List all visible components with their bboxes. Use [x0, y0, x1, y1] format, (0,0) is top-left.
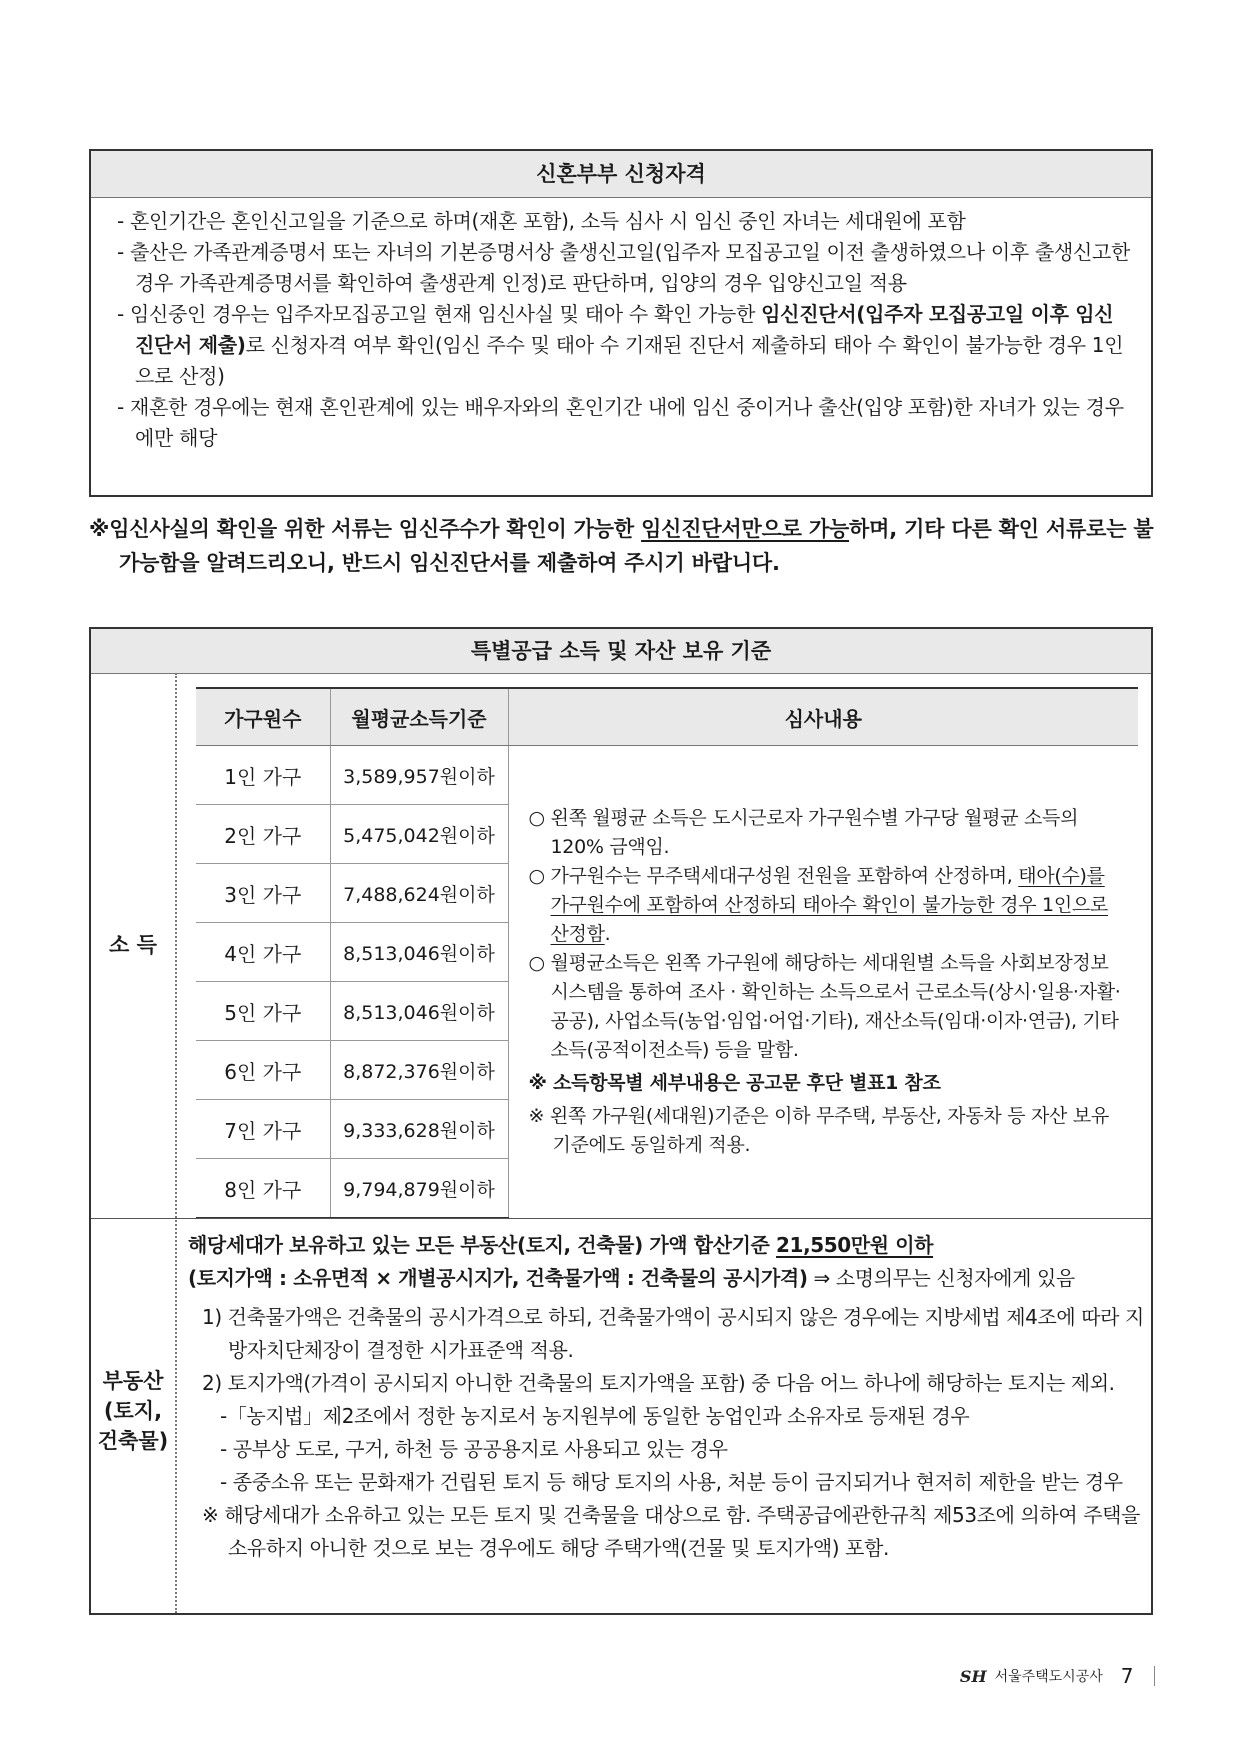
realestate-subitem: - 공부상 도로, 구거, 하천 등 공공용지로 사용되고 있는 경우: [220, 1437, 728, 1461]
list-item: [117, 299, 1131, 392]
col-header-exam: 심사내용: [508, 688, 1138, 746]
notice-text: [89, 512, 1159, 580]
section-divider: [91, 1218, 1151, 1219]
standard-cell: 9,333,628원이하: [330, 1100, 508, 1159]
exam-reference: ※ 소득항목별 세부내용은 공고문 후단 별표1 참조: [528, 1071, 941, 1094]
label-divider: [175, 673, 177, 1613]
realestate-subitem: - 종중소유 또는 문화재가 건립된 토지 등 해당 토지의 사용, 처분 등이 금지되거나 현저히 제한을 받는 경우: [220, 1470, 1123, 1494]
standard-cell: 5,475,042원이하: [330, 805, 508, 864]
household-cell: 2인 가구: [196, 805, 330, 864]
standard-cell: 7,488,624원이하: [330, 864, 508, 923]
standard-cell: 8,872,376원이하: [330, 1041, 508, 1100]
standard-cell: 8,513,046원이하: [330, 982, 508, 1041]
org-name: 서울주택도시공사: [994, 1669, 1103, 1685]
table-header-row: [196, 688, 1138, 746]
headline-text: 해당세대가 보유하고 있는 모든 부동산(토지, 건축물) 가액 합산기준: [188, 1233, 777, 1257]
list-item: - 출산은 가족관계증명서 또는 자녀의 기본증명서상 출생신고일(입주자 모집공고일 이전 출생하였으나 이후 출생신고한 경우 가족관계증명서를 확인하여 출생관계 인정)로 판단하며, 입양의 경우 입양신고일 적용: [117, 240, 1131, 295]
list-item: - 혼인기간은 혼인신고일을 기준으로 하며(재혼 포함), 소득 심사 시 임신 중인 자녀는 세대원에 포함: [117, 209, 966, 233]
standard-cell: 3,589,957원이하: [330, 746, 508, 805]
exam-text: .: [604, 922, 611, 945]
pregnancy-notice: [89, 512, 1159, 580]
exam-point: [529, 862, 1125, 949]
headline-underline: 21,550만원 이하: [776, 1233, 934, 1257]
exam-reference: ※ 왼쪽 가구원(세대원)기준은 이하 무주택, 부동산, 자동차 등 자산 보유기준에도 동일하게 적용.: [528, 1104, 1109, 1156]
realestate-content: [188, 1229, 1148, 1565]
household-cell: 3인 가구: [196, 864, 330, 923]
realestate-item: 2) 토지가액(가격이 공시되지 아니한 건축물의 토지가액을 포함) 중 다음 어느 하나에 해당하는 토지는 제외.: [202, 1371, 1115, 1395]
exam-underline: 태아(수)를 가구원수에 포함하여 산정하되 태아수 확인이 불가능한 경우 1인으로 산정함: [550, 864, 1108, 945]
item-text: 로 신청자격 여부 확인(임신 주수 및 태아 수 기재된 진단서 제출하되 태아 수 확인이 불가능한 경우 1인으로 산정): [135, 333, 1124, 388]
exam-point: ○ 왼쪽 월평균 소득은 도시근로자 가구원수별 가구당 월평균 소득의 120% 금액임.: [528, 806, 1079, 858]
list-item: - 재혼한 경우에는 현재 혼인관계에 있는 배우자와의 혼인기간 내에 임신 중이거나 출산(입양 포함)한 자녀가 있는 경우에만 해당: [117, 395, 1124, 450]
page-number: 7: [1120, 1664, 1134, 1688]
sh-logo: SH: [959, 1666, 987, 1686]
realestate-subitem: -「농지법」제2조에서 정한 농지로서 농지원부에 동일한 농업인과 소유자로 등재된 경우: [220, 1404, 970, 1428]
realestate-reference: ※ 해당세대가 소유하고 있는 모든 토지 및 건축물을 대상으로 함. 주택공급에관한규칙 제53조에 의하여 주택을 소유하지 아니한 것으로 보는 경우에도 해당 주택가액(건물 및 토지가액) 포함.: [202, 1503, 1140, 1560]
income-label: 소 득: [109, 933, 157, 957]
realestate-label: 부동산 (토지, 건축물): [97, 1369, 169, 1453]
col-header-household: 가구원수: [196, 688, 330, 746]
realestate-formula: [188, 1262, 1148, 1295]
realestate-headline: [188, 1229, 1148, 1262]
household-cell: 1인 가구: [196, 746, 330, 805]
special-supply-title: 특별공급 소득 및 자산 보유 기준: [91, 629, 1151, 674]
household-cell: 5인 가구: [196, 982, 330, 1041]
newlywed-list: [91, 198, 1151, 454]
realestate-item: 1) 건축물가액은 건축물의 공시가격으로 하되, 건축물가액이 공시되지 않은 경우에는 지방세법 제4조에 따라 지방자치단체장이 결정한 시가표준액 적용.: [202, 1305, 1144, 1362]
newlywed-qualification-box: [89, 149, 1153, 497]
exam-cell: [508, 746, 1138, 1219]
notice-part: 하며, 기타 다른 확인 서류로는 불가능함을 알려드리오니, 반드시 임신진단서를 제출하여 주시기 바랍니다.: [119, 517, 1154, 575]
household-cell: 6인 가구: [196, 1041, 330, 1100]
notice-underline: 임신진단서만으로 가능: [641, 517, 850, 541]
standard-cell: 8,513,046원이하: [330, 923, 508, 982]
formula-text: ⇒ 소명의무는 신청자에게 있음: [807, 1266, 1075, 1290]
page-footer: [960, 1664, 1155, 1688]
standard-cell: 9,794,879원이하: [330, 1159, 508, 1219]
special-supply-box: [89, 627, 1153, 1615]
table-row: [196, 746, 1138, 805]
income-table: [196, 687, 1138, 1219]
footer-divider: [1154, 1666, 1156, 1686]
col-header-standard: 월평균소득기준: [330, 688, 508, 746]
household-cell: 4인 가구: [196, 923, 330, 982]
item-text: - 임신중인 경우는 입주자모집공고일 현재 임신사실 및 태아 수 확인 가능한: [117, 302, 762, 326]
formula-bold: (토지가액 : 소유면적 × 개별공시지가, 건축물가액 : 건축물의 공시가격): [188, 1266, 808, 1290]
household-cell: 8인 가구: [196, 1159, 330, 1219]
exam-point: ○ 월평균소득은 왼쪽 가구원에 해당하는 세대원별 소득을 사회보장정보시스템을 통하여 조사 · 확인하는 소득으로서 근로소득(상시·일용·자활·공공), 사업소득(농업·임업·어업·기타), 재산소득(임대·이자·연금), 기타소득(공적이전소득) 등을 말함.: [528, 951, 1121, 1061]
notice-part: ※임신사실의 확인을 위한 서류는 임신주수가 확인이 가능한: [89, 517, 642, 541]
item-bold-text: 임신진단서(입주자 모집공고일 이후 임신진단서 제출): [135, 302, 1114, 357]
newlywed-title: 신혼부부 신청자격: [91, 151, 1151, 198]
household-cell: 7인 가구: [196, 1100, 330, 1159]
exam-text: ○ 가구원수는 무주택세대구성원 전원을 포함하여 산정하며,: [528, 864, 1019, 887]
